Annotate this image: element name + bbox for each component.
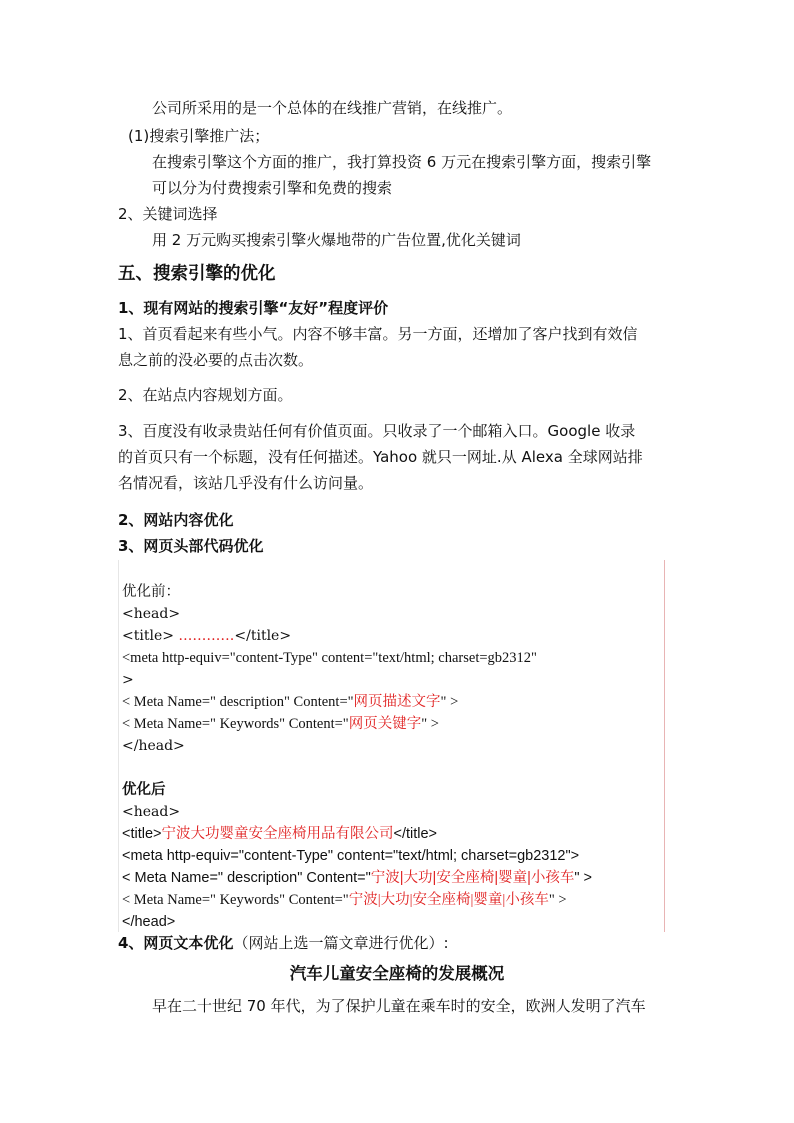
evaluation-3-line3: 名情况看，该站几乎没有什么访问量。 [118, 474, 374, 492]
evaluation-1-line2: 息之前的没必要的点击次数。 [118, 351, 314, 369]
list-item-search-engine-method: (1)搜索引擎推广法； [128, 127, 270, 145]
code-title-close-tag: </title> [234, 628, 292, 644]
subheading-content-optimization: 2、网站内容优化 [118, 511, 234, 529]
article-paragraph-1: 早在二十世纪 70 年代，为了保护儿童在乘车时的安全，欧洲人发明了汽车 [152, 997, 646, 1015]
evaluation-3-line1: 3、百度没有收录贵站任何有价值页面。只收录了一个邮箱入口。Google 收录 [118, 422, 636, 440]
code-after-title-close-tag: </title> [393, 826, 438, 842]
subheading-head-code-optimization: 3、网页头部代码优化 [118, 537, 264, 555]
code-after-desc-suffix: " > [574, 870, 593, 886]
code-after-title-open-tag: <title> [122, 826, 162, 842]
code-after-meta-http: <meta http-equiv="content-Type" content="text/html; charset=gb2312"> [122, 848, 580, 864]
code-meta-desc-prefix: < Meta Name=" description" Content=" [122, 694, 354, 710]
evaluation-2: 2、在站点内容规划方面。 [118, 386, 293, 404]
code-before-head-open: <head> [122, 606, 181, 622]
evaluation-1-line1: 1、首页看起来有些小气。内容不够丰富。另一方面，还增加了客户找到有效信 [118, 325, 638, 343]
code-before-meta-http-line2: > [122, 672, 134, 688]
code-before-meta-description [122, 692, 458, 712]
code-meta-kw-value: 网页关键字 [348, 716, 422, 732]
code-after-meta-keywords [122, 890, 567, 910]
code-meta-desc-value: 网页描述文字 [353, 694, 441, 710]
code-after-meta-description [122, 868, 592, 888]
article-title: 汽车儿童安全座椅的发展概况 [289, 964, 505, 983]
paragraph-keyword-budget: 用 2 万元购买搜索引擎火爆地带的广告位置,优化关键词 [152, 231, 521, 249]
list-item-keyword-selection: 2、关键词选择 [118, 205, 218, 223]
code-before-title-line [122, 626, 291, 646]
paragraph-online-promotion: 公司所采用的是一个总体的在线推广营销，在线推广。 [152, 99, 513, 117]
code-after-title-line [122, 824, 437, 844]
code-before-meta-http-line1: <meta http-equiv="content-Type" content="text/html; charset=gb2312" [122, 650, 537, 666]
code-block-left-border [118, 560, 119, 932]
code-before-meta-keywords [122, 714, 439, 734]
subheading-friendliness: 1、现有网站的搜索引擎“友好”程度评价 [118, 299, 389, 317]
evaluation-3-line2: 的首页只有一个标题，没有任何描述。Yahoo 就只一网址.从 Alexa 全球网站排 [118, 448, 643, 466]
code-after-label: 优化后 [122, 782, 166, 798]
code-before-label: 优化前： [122, 584, 180, 600]
paragraph-search-engine-line2: 可以分为付费搜索引擎和免费的搜索 [152, 179, 393, 197]
code-after-desc-prefix: < Meta Name=" description" Content=" [122, 870, 371, 886]
code-after-kw-value: 宁波|大功|安全座椅|婴童|小孩车 [348, 892, 549, 908]
subheading-text-optimization [118, 933, 449, 953]
subheading-text-optimization-note: （网站上选一篇文章进行优化）: [233, 934, 449, 952]
code-meta-kw-prefix: < Meta Name=" Keywords" Content=" [122, 716, 349, 732]
code-after-title-value: 宁波大功婴童安全座椅用品有限公司 [161, 826, 394, 842]
code-after-head-close: </head> [122, 914, 176, 930]
code-after-kw-suffix: " > [548, 892, 567, 908]
code-after-desc-value: 宁波|大功|安全座椅|婴童|小孩车 [370, 870, 575, 886]
section-heading-seo: 五、搜索引擎的优化 [118, 264, 276, 284]
code-example-block [118, 560, 665, 932]
paragraph-search-engine-line1: 在搜索引擎这个方面的推广，我打算投资 6 万元在搜索引擎方面，搜索引擎 [152, 153, 652, 171]
code-after-head-open: <head> [122, 804, 181, 820]
code-title-open-tag: <title> [122, 628, 179, 644]
subheading-text-optimization-bold: 4、网页文本优化 [118, 934, 234, 952]
code-after-kw-prefix: < Meta Name=" Keywords" Content=" [122, 892, 349, 908]
code-title-placeholder-dots: ………… [178, 628, 235, 644]
code-meta-desc-suffix: " > [440, 694, 459, 710]
code-before-head-close: </head> [122, 738, 185, 754]
code-meta-kw-suffix: " > [421, 716, 439, 732]
